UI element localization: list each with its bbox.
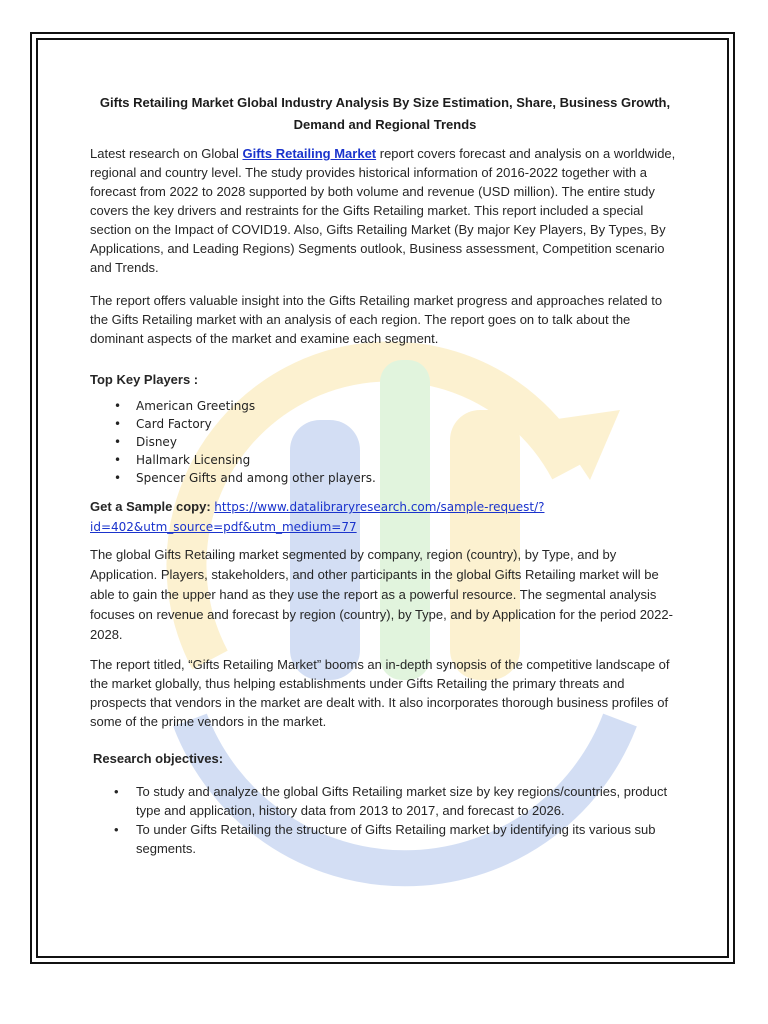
list-item: • Disney bbox=[90, 433, 680, 451]
intro-paragraph bbox=[90, 144, 680, 277]
objectives-list bbox=[90, 782, 680, 858]
list-item: • Spencer Gifts and among other players. bbox=[90, 469, 680, 487]
sample-copy-label: Get a Sample copy: bbox=[90, 499, 211, 514]
key-players-heading: Top Key Players : bbox=[90, 372, 199, 387]
report-summary-paragraph: The report titled, “Gifts Retailing Market” booms an in-depth synopsis of the competitive landscape of the market globally, thus helping establishments under Gifts Retailing the primary threats and prospects that vendors in the market are dealt with. It also incorporates thorough business profiles of some of the prime vendors in the market. bbox=[90, 657, 670, 729]
document-body bbox=[90, 92, 680, 858]
list-item: • American Greetings bbox=[90, 397, 680, 415]
insight-paragraph: The report offers valuable insight into the Gifts Retailing market progress and approaches related to the Gifts Retailing market with an analysis of each region. The report goes on to talk about the dominant aspects of the market and examine each segment. bbox=[90, 293, 663, 346]
intro-text-start: Latest research on Global bbox=[90, 146, 243, 161]
intro-text-rest: report covers forecast and analysis on a worldwide, regional and country level. The study provides historical information of 2016-2022 together with a forecast from 2022 to 2028 supported by both volume and revenue (USD million). The entire study covers the key drivers and restraints for the Gifts Retailing market. This report included a special section on the Impact of COVID19. Also, Gifts Retailing Market (By major Key Players, By Types, By Applications, and Leading Regions) Segments outlook, Business assessment, Competition scenario and Trends. bbox=[90, 146, 676, 275]
key-players-list bbox=[90, 397, 680, 487]
sample-copy-line bbox=[90, 497, 680, 537]
market-report-link[interactable]: Gifts Retailing Market bbox=[242, 146, 377, 161]
list-item: • To under Gifts Retailing the structure of Gifts Retailing market by identifying its various sub segments. bbox=[90, 820, 680, 858]
sample-copy-link[interactable]: https://www.datalibraryresearch.com/sample-request/?id=402&utm_source=pdf&utm_medium=77 bbox=[90, 500, 545, 534]
document-title: Gifts Retailing Market Global Industry Analysis By Size Estimation, Share, Business Growth, Demand and Regional Trends bbox=[99, 95, 671, 132]
segmentation-paragraph: The global Gifts Retailing market segmented by company, region (country), by Type, and by Application. Players, stakeholders, and other participants in the global Gifts Retailing market will be able to gain the upper hand as they use the report as a powerful resource. The segmental analysis focuses on revenue and forecast by region (country), by Type, and by Application for the period 2022-2028. bbox=[90, 547, 673, 642]
list-item: • Card Factory bbox=[90, 415, 680, 433]
list-item: • Hallmark Licensing bbox=[90, 451, 680, 469]
objectives-heading: Research objectives: bbox=[93, 751, 224, 766]
list-item: • To study and analyze the global Gifts Retailing market size by key regions/countries, product type and application, history data from 2013 to 2017, and forecast to 2026. bbox=[90, 782, 680, 820]
